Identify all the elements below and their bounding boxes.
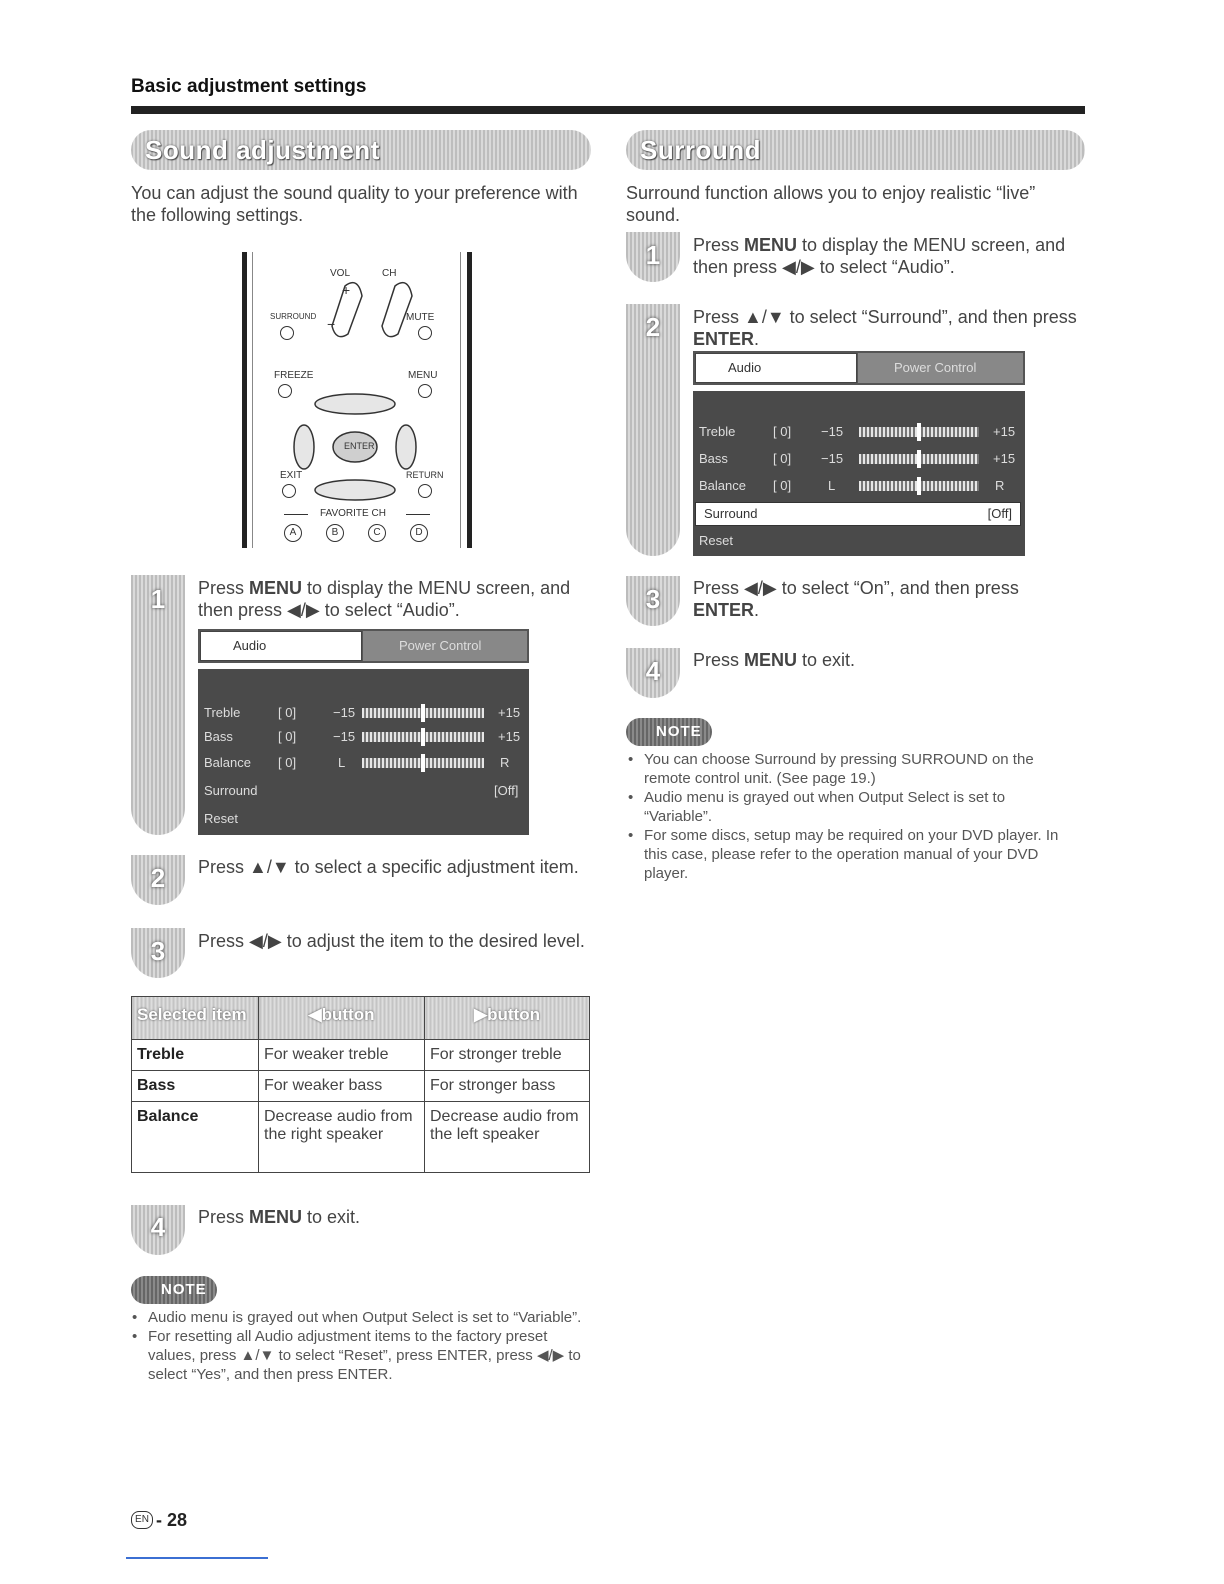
menu-row-reset[interactable]: Reset [204,811,238,826]
treble-min: −15 [821,424,844,439]
treble-slider-marker [421,704,425,722]
menu-row-surround-selected[interactable]: Surround [Off] [695,502,1021,526]
exit-button[interactable] [282,484,296,498]
fav-b-button[interactable]: B [326,524,344,542]
remote-inner-right [460,252,461,548]
step-number: 1 [645,240,661,270]
balance-max: R [995,478,1005,493]
balance-max: R [500,755,510,770]
menu-body [693,391,1025,556]
table-cell: For stronger treble [425,1040,590,1071]
table-header: ▶button [425,997,590,1040]
menu-row-reset[interactable]: Reset [699,533,733,548]
vol-label: VOL [330,268,351,279]
step-number: 3 [645,584,661,614]
vol-ch-rockers [310,276,420,346]
surround-value: [Off] [987,506,1012,521]
list-item: • For some discs, setup may be required on your DVD player. In this case, please refer to the operation manual of your DVD player. [626,826,1071,883]
note-label: NOTE [626,718,712,746]
surround-intro: Surround function allows you to enjoy realistic “live” sound. [626,183,1036,225]
treble-value: [ 0] [773,424,792,439]
table-cell: For weaker bass [259,1071,425,1102]
step-text: Press MENU to display the MENU screen, and then press ◀/▶ to select “Audio”. [198,578,571,620]
table-cell: Decrease audio from the left speaker [425,1102,590,1173]
return-label: RETURN [406,470,444,480]
vol-plus-label: + [342,282,351,298]
step-number: 4 [645,656,661,686]
freeze-label: FREEZE [274,370,314,381]
treble-min: −15 [333,705,356,720]
step-text: Press MENU to display the MENU screen, and then press ◀/▶ to select “Audio”. [693,235,1066,277]
bass-min: −15 [821,451,844,466]
balance-value: [ 0] [773,478,792,493]
step-text: Press ▲/▼ to select “Surround”, and then press ENTER. [693,307,1077,349]
note-label: NOTE [131,1276,217,1304]
table-header: Selected item [132,997,259,1040]
bass-value: [ 0] [773,451,792,466]
remote-edge-left [242,252,247,548]
return-button[interactable] [418,484,432,498]
sound-intro: You can adjust the sound quality to your preference with the following settings. [131,183,578,225]
menu-row-balance[interactable]: Balance [204,755,251,770]
audio-menu-screen-surround [693,351,1025,556]
tab-power-control[interactable]: Power Control [363,631,527,661]
menu-row-bass[interactable]: Bass [699,451,728,466]
language-badge: EN [131,1511,153,1529]
bass-max: +15 [498,729,521,744]
menu-row-treble[interactable]: Treble [204,705,241,720]
list-item: • Audio menu is grayed out when Output Select is set to “Variable”. [130,1308,590,1327]
header-rule [131,106,1085,114]
balance-min: L [828,478,836,493]
ch-label: CH [382,268,397,279]
step-text: Press MENU to exit. [693,650,856,670]
list-item: • You can choose Surround by pressing SURROUND on the remote control unit. (See page 19.) [626,750,1071,788]
table-cell: For stronger bass [425,1071,590,1102]
table-row [132,1071,590,1102]
tab-power-control[interactable]: Power Control [858,353,1023,383]
table-cell: Treble [132,1040,259,1071]
favorite-rule-left [284,514,308,515]
menu-row-surround[interactable]: Surround [204,783,258,798]
section-heading: Basic adjustment settings [131,76,367,97]
favorite-rule-right [406,514,430,515]
menu-row-treble[interactable]: Treble [699,424,736,439]
surround-value: [Off] [494,783,519,798]
menu-row-balance[interactable]: Balance [699,478,746,493]
bass-min: −15 [333,729,356,744]
exit-label: EXIT [280,470,303,481]
bass-max: +15 [993,451,1016,466]
bass-slider-marker [917,450,921,468]
table-cell: Balance [132,1102,259,1173]
balance-slider-marker [917,477,921,495]
step-text: Press ◀/▶ to adjust the item to the desired level. [198,931,585,951]
bass-slider-marker [421,728,425,746]
step-number: 2 [150,863,166,893]
remote-inner-left [252,252,253,548]
balance-slider-marker [421,754,425,772]
balance-min: L [338,755,346,770]
menu-row-bass[interactable]: Bass [204,729,233,744]
step-number: 2 [645,312,661,342]
table-cell: Decrease audio from the right speaker [259,1102,425,1173]
fav-d-button[interactable]: D [410,524,428,542]
balance-value: [ 0] [278,755,297,770]
fav-a-button[interactable]: A [284,524,302,542]
menu-label: MENU [408,370,438,381]
list-item: • For resetting all Audio adjustment items to the factory preset values, press ▲/▼ to select “Reset”, press ENTER, press ◀/▶ to select “Yes”, and then press ENTER. [130,1327,590,1384]
step-number: 4 [150,1212,166,1242]
adjustment-table [131,996,590,1173]
favorite-label: FAVORITE CH [320,508,386,519]
step-number: 1 [150,584,166,614]
sound-adjustment-banner: Sound adjustment [131,130,591,170]
surround-label: SURROUND [270,312,317,321]
surround-button[interactable] [280,326,294,340]
step-text: Press MENU to exit. [198,1207,361,1227]
step-text: Press ◀/▶ to select “On”, and then press ENTER. [693,578,1019,620]
treble-slider-marker [917,423,921,441]
page-number: - 28 [156,1510,188,1530]
table-cell: Bass [132,1071,259,1102]
note-list [130,1308,590,1384]
menu-button[interactable] [418,384,432,398]
menu-body [198,669,529,835]
step-text: Press ▲/▼ to select a specific adjustment item. [198,857,579,877]
note-list [626,750,1071,883]
treble-max: +15 [993,424,1016,439]
table-row [132,1040,590,1071]
mute-button[interactable] [418,326,432,340]
table-header: ◀button [259,997,425,1040]
bass-value: [ 0] [278,729,297,744]
footer-rule [126,1557,268,1559]
list-item: • Audio menu is grayed out when Output Select is set to “Variable”. [626,788,1071,826]
table-row [132,1102,590,1173]
step-number: 3 [150,936,166,966]
tab-audio[interactable]: Audio [695,353,857,383]
remote-edge-right [467,252,472,548]
surround-banner: Surround [626,130,1085,170]
mute-label: MUTE [406,312,435,323]
treble-max: +15 [498,705,521,720]
fav-c-button[interactable]: C [368,524,386,542]
vol-minus-label: − [327,316,336,332]
remote-illustration [240,252,476,548]
enter-label: ENTER [344,441,375,451]
table-header-row [132,997,590,1040]
table-cell: For weaker treble [259,1040,425,1071]
treble-value: [ 0] [278,705,297,720]
tab-audio[interactable]: Audio [200,631,362,661]
audio-menu-screen [198,629,529,835]
